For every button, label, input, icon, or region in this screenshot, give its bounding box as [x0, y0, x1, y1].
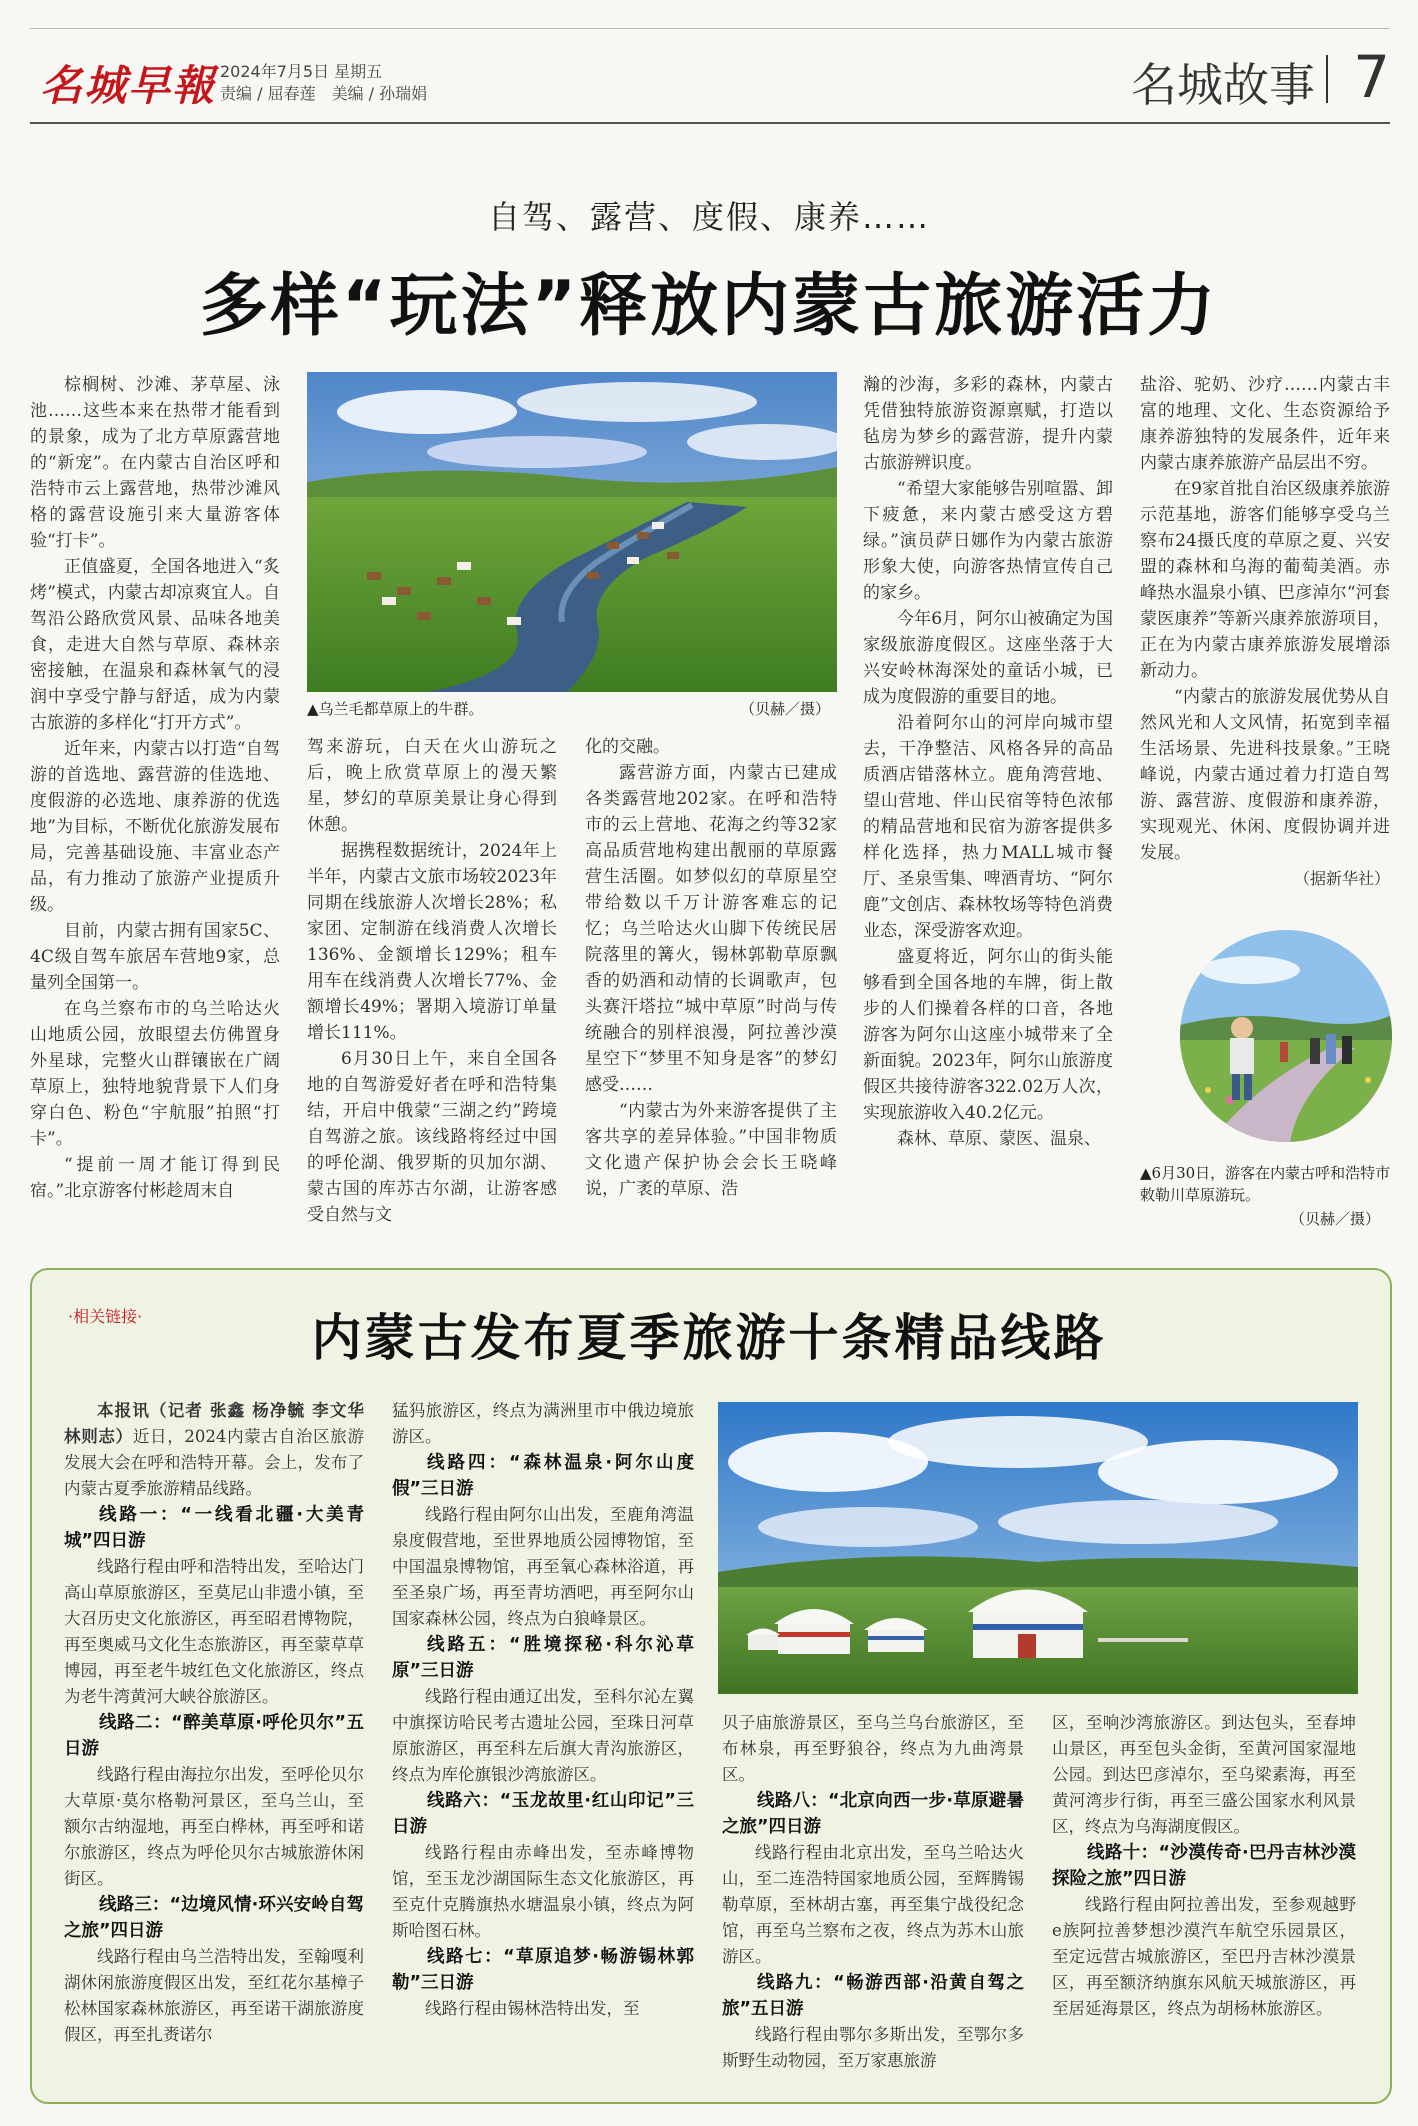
photo1-credit: （贝赫／摄）: [740, 700, 831, 718]
article-column-3: [585, 734, 837, 1202]
article-source: （据新华社）: [1293, 869, 1390, 888]
route-description: 区，至响沙湾旅游区。到达包头，至春坤山景区，再至包头金街，至黄河国家湿地公园。到达巴彦淖尔，至乌梁素海，再至黄河湾步行街，再至三盛公国家水利风景区，终点为乌海湖度假区。: [1052, 1713, 1356, 1836]
route-title: 线路一：“一线看北疆·大美青城”四日游: [64, 1505, 364, 1551]
article-column-1: [30, 372, 280, 1204]
news-intro: [64, 1398, 364, 1502]
paragraph: 近年来，内蒙古以打造“自驾游的首选地、露营游的佳选地、度假游的必选地、康养游的优选地”为目标，不断优化旅游发展布局，完善基础设施、丰富业态产品，有力推动了旅游产业提质升级。: [30, 739, 280, 915]
news-byline: 本报讯（记者 张鑫 杨净毓 李文华 林则志）: [64, 1401, 364, 1446]
routes-column-4: [1052, 1710, 1356, 2022]
issue-date: 2024年7月5日 星期五: [220, 62, 383, 81]
paragraph: “希望大家能够告别喧嚣、卸下疲惫，来内蒙古感受这方碧绿。”演员萨日娜作为内蒙古旅游形象大使，向游客热情宣传自己的家乡。: [863, 479, 1113, 603]
photo-illustration: [307, 372, 837, 692]
route-title: 线路五：“胜境探秘·科尔沁草原”三日游: [392, 1635, 694, 1681]
route-description: 线路行程由北京出发，至乌兰哈达火山，至二连浩特国家地质公园，至辉腾锡勒草原，至林胡古塞，再至集宁战役纪念馆，再至乌兰察布之夜，终点为苏木山旅游区。: [722, 1843, 1024, 1966]
route-description: 贝子庙旅游景区，至乌兰乌台旅游区，至布林泉，再至野狼谷，终点为九曲湾景区。: [722, 1713, 1024, 1784]
route-title: 线路六：“玉龙故里·红山印记”三日游: [392, 1791, 694, 1837]
route-description: 猛犸旅游区，终点为满洲里市中俄边境旅游区。: [392, 1401, 694, 1446]
editor-credits: 责编 / 屈春莲 美编 / 孙瑞娟: [220, 84, 428, 103]
paragraph: 棕榈树、沙滩、茅草屋、泳池……这些本来在热带才能看到的景象，成为了北方草原露营地的“新宠”。在内蒙古自治区呼和浩特市云上露营地，热带沙滩风格的露营设施引来大量游客体验“打卡”。: [30, 375, 280, 551]
paragraph: 森林、草原、蒙医、温泉、: [897, 1129, 1101, 1149]
article-column-2: [307, 734, 557, 1228]
photo-cattle-on-grassland: [307, 372, 837, 692]
route-description: 线路行程由阿拉善出发，至参观越野e族阿拉善梦想沙漠汽车航空乐园景区，至定远营古城旅游区，至巴丹吉林沙漠景区，再至额济纳旗东风航天城旅游区，再至居延海景区，终点为胡杨林旅游区。: [1052, 1895, 1356, 2018]
route-description: 线路行程由赤峰出发，至赤峰博物馆，至玉龙沙湖国际生态文化旅游区，再至克什克腾旗热水塘温泉小镇，终点为阿斯哈图石林。: [392, 1843, 694, 1940]
routes-column-1: [64, 1398, 364, 2048]
route-description: 线路行程由通辽出发，至科尔沁左翼中旗探访哈民考古遗址公园，至珠日河草原旅游区，再至科左后旗大青沟旅游区，终点为库伦旗银沙湾旅游区。: [392, 1687, 694, 1784]
newspaper-logo: 名城早報: [40, 61, 217, 110]
article-column-4: [863, 372, 1113, 1152]
news-lead: 近日，2024内蒙古自治区旅游发展大会在呼和浩特开幕。会上，发布了内蒙古夏季旅游精品线路。: [64, 1427, 365, 1498]
article-subtitle: 自驾、露营、度假、康养……: [487, 198, 930, 236]
related-links-tag: ·相关链接·: [68, 1307, 143, 1326]
photo-yurts-on-grassland: [718, 1402, 1358, 1694]
route-description: 线路行程由呼和浩特出发，至哈达门高山草原旅游区，至莫尼山非遗小镇，至大召历史文化旅游区，再至昭君博物院，再至奥威马文化生态旅游区，再至蒙草草博园，再至老牛坡红色文化旅游区，终点为老牛湾黄河大峡谷旅游区。: [64, 1557, 364, 1706]
route-title: 线路十：“沙漠传奇·巴丹吉林沙漠探险之旅”四日游: [1052, 1843, 1356, 1889]
route-description: 线路行程由鄂尔多斯出发，至鄂尔多斯野生动物园，至万家惠旅游: [722, 2025, 1024, 2070]
paragraph: 6月30日上午，来自全国各地的自驾游爱好者在呼和浩特集结，开启中俄蒙“三湖之约”跨境自驾游之旅。该线路将经过中国的呼伦湖、俄罗斯的贝加尔湖、蒙古国的库苏古尔湖，让游客感受自然与文: [307, 1049, 557, 1225]
routes-column-3: [722, 1710, 1024, 2074]
photo-illustration: [1180, 930, 1392, 1142]
divider: [1326, 55, 1328, 103]
photo-illustration: [718, 1402, 1358, 1694]
route-title: 线路七：“草原追梦·畅游锡林郭勒”三日游: [392, 1947, 694, 1993]
paragraph: 化的交融。: [585, 737, 670, 757]
route-description: 线路行程由乌兰浩特出发，至翰嘎利湖休闲旅游度假区出发，至红花尔基樟子松林国家森林旅游区，再至诺干湖旅游度假区，再至扎赉诺尔: [64, 1947, 364, 2044]
paragraph: 在9家首批自治区级康养旅游示范基地，游客们能够享受乌兰察布24摄氏度的草原之夏、兴安盟的森林和乌海的葡萄美酒。赤峰热水温泉小镇、巴彦淖尔“河套蒙医康养”等新兴康养旅游项目，正在为内蒙古康养旅游发展增添新动力。: [1140, 479, 1390, 681]
photo2-caption: ▲6月30日，游客在内蒙古呼和浩特市敕勒川草原游玩。: [1140, 1164, 1391, 1204]
paragraph: 露营游方面，内蒙古已建成各类露营地202家。在呼和浩特市的云上营地、花海之约等32家高品质营地构建出靓丽的草原露营生活圈。如梦似幻的草原星空带给数以千万计游客难忘的记忆；乌兰哈达火山脚下传统民居院落里的篝火，锡林郭勒草原飘香的奶酒和动情的长调歌声，包头赛汗塔拉“城中草原”时尚与传统融合的别样浪漫，阿拉善沙漠星空下“梦里不知身是客”的梦幻感受……: [585, 763, 837, 1095]
route-title: 线路四：“森林温泉·阿尔山度假”三日游: [392, 1453, 694, 1499]
route-description: 线路行程由海拉尔出发，至呼伦贝尔大草原·莫尔格勒河景区，至乌兰山，至额尔古纳湿地，再至白桦林，再至呼和诺尔旅游区，终点为呼伦贝尔古城旅游休闲街区。: [64, 1765, 364, 1888]
paragraph: 正值盛夏，全国各地进入“炙烤”模式，内蒙古却凉爽宜人。自驾沿公路欣赏风景、品味各地美食，走进大自然与草原、森林亲密接触，在温泉和森林氧气的浸润中享受宁静与舒适，成为内蒙古旅游的多样化“打开方式”。: [30, 557, 280, 733]
paragraph: “内蒙古的旅游发展优势从自然风光和人文风情，拓宽到幸福生活场景、先进科技景象。”王晓峰说，内蒙古通过着力打造自驾游、露营游、度假游和康养游，实现观光、休闲、度假协调并进发展。: [1140, 687, 1390, 863]
paragraph: 今年6月，阿尔山被确定为国家级旅游度假区。这座坐落于大兴安岭林海深处的童话小城，已成为度假游的重要目的地。: [863, 609, 1113, 707]
paragraph: 在乌兰察布市的乌兰哈达火山地质公园，放眼望去仿佛置身外星球，完整火山群镶嵌在广阔草原上，独特地貌背景下人们身穿白色、粉色“宇航服”拍照“打卡”。: [30, 999, 280, 1149]
photo1-caption: ▲乌兰毛都草原上的牛群。: [307, 700, 484, 718]
photo2-credit: （贝赫／摄）: [1290, 1210, 1381, 1228]
routes-headline: 内蒙古发布夏季旅游十条精品线路: [311, 1308, 1107, 1367]
masthead: [30, 28, 1390, 124]
dateline: [220, 61, 427, 105]
paragraph: 据携程数据统计，2024年上半年，内蒙古文旅市场较2023年同期在线旅游人次增长28%；私家团、定制游在线消费人次增长136%、金额增长129%；租车用车在线消费人次增长77%、金额增长49%；署期入境游订单量增长111%。: [307, 841, 557, 1043]
paragraph: “内蒙古为外来游客提供了主客共享的差异体验。”中国非物质文化遗产保护协会会长王晓峰说，广袤的草原、浩: [585, 1101, 837, 1199]
article-headline: 多样“玩法”释放内蒙古旅游活力: [199, 267, 1219, 346]
photo-tourists-on-grassland: [1180, 930, 1392, 1142]
paragraph: 盛夏将近，阿尔山的街头能够看到全国各地的车牌，街上散步的人们操着各样的口音，各地游客为阿尔山这座小城带来了全新面貌。2023年，阿尔山旅游度假区共接待游客322.02万人次，实现旅游收入40.2亿元。: [863, 947, 1113, 1123]
paragraph: “提前一周才能订得到民宿。”北京游客付彬趁周末自: [30, 1155, 280, 1201]
route-title: 线路九：“畅游西部·沿黄自驾之旅”五日游: [722, 1973, 1024, 2019]
route-title: 线路二：“醉美草原·呼伦贝尔”五日游: [64, 1713, 364, 1759]
routes-column-2: [392, 1398, 694, 2022]
route-description: 线路行程由阿尔山出发，至鹿角湾温泉度假营地，至世界地质公园博物馆，至中国温泉博物馆，再至氧心森林浴道，再至圣泉广场，再至青坊酒吧，再至阿尔山国家森林公园，终点为白狼峰景区。: [392, 1505, 694, 1628]
paragraph: 驾来游玩，白天在火山游玩之后，晚上欣赏草原上的漫天繁星，梦幻的草原美景让身心得到休憩。: [307, 737, 557, 835]
route-description: 线路行程由锡林浩特出发，至: [425, 1999, 640, 2018]
paragraph: 沿着阿尔山的河岸向城市望去，干净整洁、风格各异的高品质酒店错落林立。鹿角湾营地、望山营地、伴山民宿等特色浓郁的精品营地和民宿为游客提供多样化选择，热力MALL城市餐厅、圣泉雪集、啤酒青坊、“阿尔鹿”文创店、森林牧场等特色消费业态，深受游客欢迎。: [863, 713, 1113, 941]
paragraph: 瀚的沙海，多彩的森林，内蒙古凭借独特旅游资源禀赋，打造以毡房为梦乡的露营游，提升内蒙古旅游辨识度。: [863, 375, 1113, 473]
route-title: 线路三：“边境风情·环兴安岭自驾之旅”四日游: [64, 1895, 364, 1941]
column-name: 名城故事: [1131, 58, 1315, 112]
article-column-5: [1140, 372, 1390, 892]
route-title: 线路八：“北京向西一步·草原避暑之旅”四日游: [722, 1791, 1024, 1837]
paragraph: 目前，内蒙古拥有国家5C、4C级自驾车旅居车营地9家，总量列全国第一。: [30, 921, 280, 993]
page-number: 7: [1353, 43, 1390, 111]
paragraph: 盐浴、驼奶、沙疗……内蒙古丰富的地理、文化、生态资源给予康养游独特的发展条件，近年来内蒙古康养旅游产品层出不穷。: [1140, 375, 1390, 473]
